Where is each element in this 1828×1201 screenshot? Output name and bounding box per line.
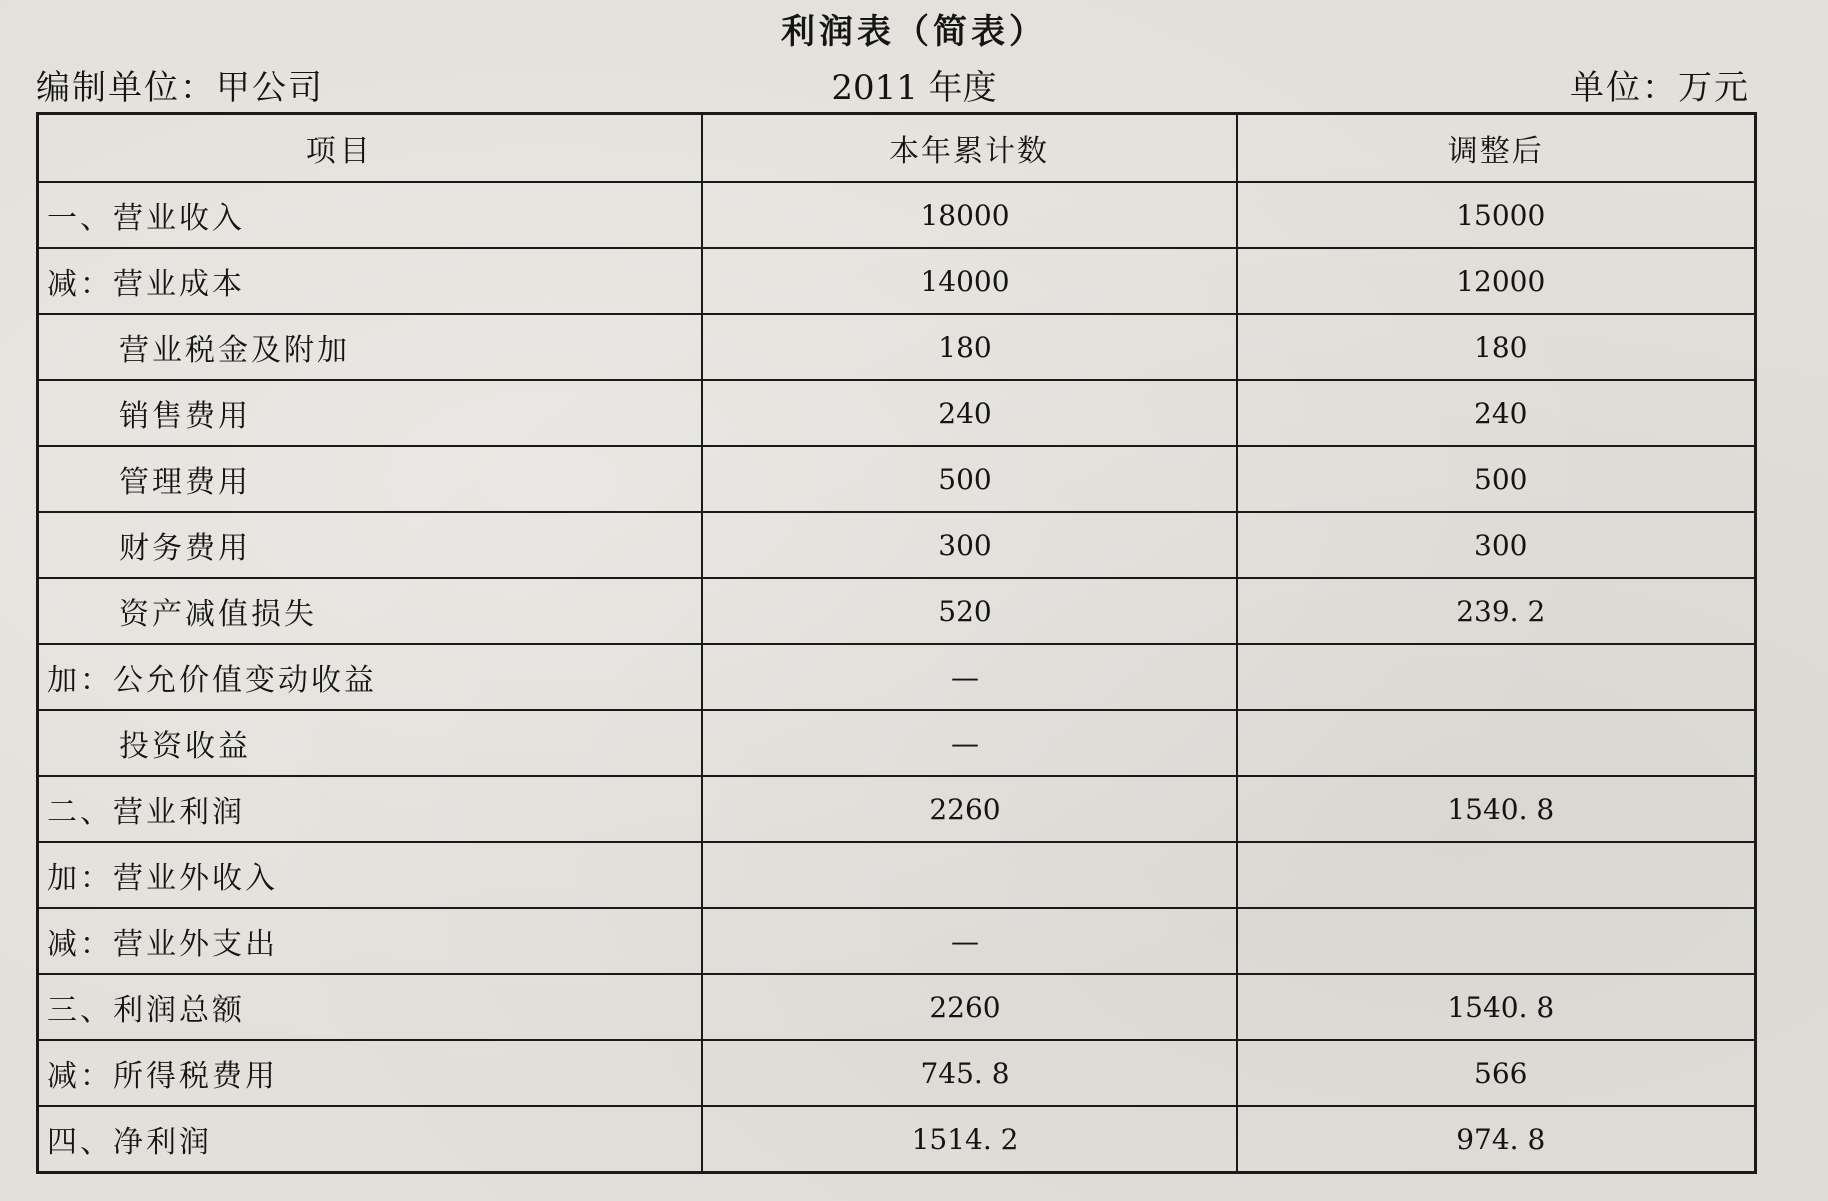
row-item: 减：营业外支出 bbox=[38, 908, 702, 974]
row-current-value: 18000 bbox=[702, 182, 1237, 248]
table-row bbox=[38, 776, 1756, 842]
table-row bbox=[38, 380, 1756, 446]
column-header-item: 项目 bbox=[38, 114, 702, 183]
table-row bbox=[38, 578, 1756, 644]
row-current-value: 300 bbox=[702, 512, 1237, 578]
row-item: 四、净利润 bbox=[38, 1106, 702, 1173]
table-row bbox=[38, 908, 1756, 974]
row-adjusted-value: 15000 bbox=[1237, 182, 1756, 248]
row-current-value: 180 bbox=[702, 314, 1237, 380]
row-current-value: 14000 bbox=[702, 248, 1237, 314]
row-current-value: — bbox=[702, 710, 1237, 776]
row-adjusted-value bbox=[1237, 644, 1756, 710]
column-header-current: 本年累计数 bbox=[702, 114, 1237, 183]
row-item: 减：营业成本 bbox=[38, 248, 702, 314]
row-item: 财务费用 bbox=[38, 512, 702, 578]
fiscal-year: 2011 年度 bbox=[831, 68, 997, 108]
table-row bbox=[38, 1040, 1756, 1106]
row-item: 二、营业利润 bbox=[38, 776, 702, 842]
row-adjusted-value bbox=[1237, 710, 1756, 776]
row-adjusted-value: 239. 2 bbox=[1237, 578, 1756, 644]
row-item: 加：公允价值变动收益 bbox=[38, 644, 702, 710]
row-item: 管理费用 bbox=[38, 446, 702, 512]
row-current-value: — bbox=[702, 644, 1237, 710]
row-current-value: 1514. 2 bbox=[702, 1106, 1237, 1173]
table-row bbox=[38, 1106, 1756, 1173]
row-item: 销售费用 bbox=[38, 380, 702, 446]
row-adjusted-value: 240 bbox=[1237, 380, 1756, 446]
row-current-value: — bbox=[702, 908, 1237, 974]
row-item: 减：所得税费用 bbox=[38, 1040, 702, 1106]
row-adjusted-value: 300 bbox=[1237, 512, 1756, 578]
table-row bbox=[38, 974, 1756, 1040]
row-current-value: 520 bbox=[702, 578, 1237, 644]
table-row bbox=[38, 512, 1756, 578]
row-item: 资产减值损失 bbox=[38, 578, 702, 644]
row-adjusted-value: 500 bbox=[1237, 446, 1756, 512]
row-adjusted-value: 12000 bbox=[1237, 248, 1756, 314]
report-title: 利润表（简表） bbox=[781, 12, 1047, 52]
row-current-value bbox=[702, 842, 1237, 908]
column-header-adjusted: 调整后 bbox=[1237, 114, 1756, 183]
header-row bbox=[38, 114, 1756, 183]
row-current-value: 240 bbox=[702, 380, 1237, 446]
row-current-value: 745. 8 bbox=[702, 1040, 1237, 1106]
row-adjusted-value bbox=[1237, 908, 1756, 974]
row-item: 营业税金及附加 bbox=[38, 314, 702, 380]
row-adjusted-value: 974. 8 bbox=[1237, 1106, 1756, 1173]
table-row bbox=[38, 446, 1756, 512]
row-item: 加：营业外收入 bbox=[38, 842, 702, 908]
preparer-label: 编制单位：甲公司 bbox=[36, 68, 324, 108]
row-adjusted-value bbox=[1237, 842, 1756, 908]
table-row bbox=[38, 182, 1756, 248]
income-statement-table bbox=[36, 112, 1757, 1174]
row-current-value: 2260 bbox=[702, 974, 1237, 1040]
table-row bbox=[38, 248, 1756, 314]
row-current-value: 500 bbox=[702, 446, 1237, 512]
row-item: 投资收益 bbox=[38, 710, 702, 776]
table-row bbox=[38, 314, 1756, 380]
row-current-value: 2260 bbox=[702, 776, 1237, 842]
row-adjusted-value: 1540. 8 bbox=[1237, 974, 1756, 1040]
unit-label: 单位：万元 bbox=[1570, 68, 1750, 108]
row-item: 一、营业收入 bbox=[38, 182, 702, 248]
table-row bbox=[38, 710, 1756, 776]
row-item: 三、利润总额 bbox=[38, 974, 702, 1040]
table-row bbox=[38, 842, 1756, 908]
row-adjusted-value: 180 bbox=[1237, 314, 1756, 380]
row-adjusted-value: 1540. 8 bbox=[1237, 776, 1756, 842]
row-adjusted-value: 566 bbox=[1237, 1040, 1756, 1106]
table-row bbox=[38, 644, 1756, 710]
